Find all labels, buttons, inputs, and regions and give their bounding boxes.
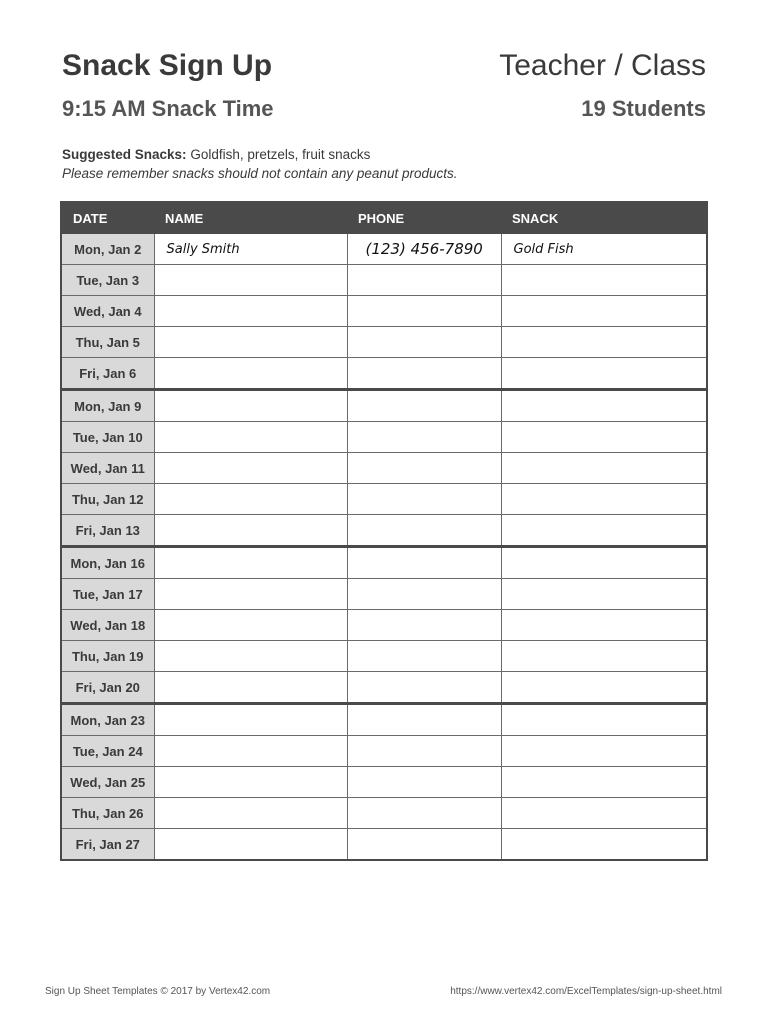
date-cell: Tue, Jan 3 xyxy=(61,265,154,296)
peanut-reminder: Please remember snacks should not contain any peanut products. xyxy=(62,166,458,181)
phone-cell[interactable] xyxy=(347,327,501,358)
table-row xyxy=(61,736,707,767)
phone-cell[interactable] xyxy=(347,547,501,579)
signup-table xyxy=(60,201,708,861)
date-cell: Fri, Jan 13 xyxy=(61,515,154,547)
date-cell: Thu, Jan 19 xyxy=(61,641,154,672)
name-cell[interactable] xyxy=(154,641,347,672)
date-cell: Tue, Jan 17 xyxy=(61,579,154,610)
phone-cell[interactable] xyxy=(347,672,501,704)
teacher-class-label: Teacher / Class xyxy=(499,49,706,82)
snack-cell[interactable] xyxy=(501,484,707,515)
snack-cell[interactable] xyxy=(501,610,707,641)
name-cell[interactable] xyxy=(154,704,347,736)
snack-cell[interactable] xyxy=(501,358,707,390)
name-cell[interactable]: Sally Smith xyxy=(154,234,347,265)
snack-cell[interactable] xyxy=(501,390,707,422)
table-row xyxy=(61,234,707,265)
table-row xyxy=(61,422,707,453)
phone-cell[interactable] xyxy=(347,484,501,515)
snack-cell[interactable] xyxy=(501,422,707,453)
table-row xyxy=(61,327,707,358)
snack-cell[interactable] xyxy=(501,798,707,829)
phone-cell[interactable] xyxy=(347,641,501,672)
snack-cell[interactable] xyxy=(501,547,707,579)
column-header-date: DATE xyxy=(61,202,154,234)
phone-cell[interactable] xyxy=(347,610,501,641)
table-row xyxy=(61,547,707,579)
table-row xyxy=(61,296,707,327)
phone-cell[interactable] xyxy=(347,767,501,798)
table-row xyxy=(61,453,707,484)
date-cell: Mon, Jan 9 xyxy=(61,390,154,422)
date-cell: Mon, Jan 16 xyxy=(61,547,154,579)
table-row xyxy=(61,390,707,422)
name-cell[interactable] xyxy=(154,736,347,767)
date-cell: Thu, Jan 26 xyxy=(61,798,154,829)
table-row xyxy=(61,767,707,798)
phone-cell[interactable] xyxy=(347,358,501,390)
date-cell: Fri, Jan 6 xyxy=(61,358,154,390)
table-row xyxy=(61,358,707,390)
phone-cell[interactable] xyxy=(347,422,501,453)
date-cell: Thu, Jan 12 xyxy=(61,484,154,515)
date-cell: Tue, Jan 10 xyxy=(61,422,154,453)
date-cell: Wed, Jan 18 xyxy=(61,610,154,641)
snack-cell[interactable] xyxy=(501,672,707,704)
phone-cell[interactable] xyxy=(347,579,501,610)
name-cell[interactable] xyxy=(154,453,347,484)
table-row xyxy=(61,829,707,861)
suggested-snacks-label: Suggested Snacks: xyxy=(62,147,187,162)
table-row xyxy=(61,515,707,547)
table-row xyxy=(61,641,707,672)
snack-cell[interactable] xyxy=(501,515,707,547)
name-cell[interactable] xyxy=(154,515,347,547)
date-cell: Mon, Jan 23 xyxy=(61,704,154,736)
snack-cell[interactable] xyxy=(501,641,707,672)
table-row xyxy=(61,610,707,641)
date-cell: Mon, Jan 2 xyxy=(61,234,154,265)
table-row xyxy=(61,672,707,704)
footer-url[interactable]: https://www.vertex42.com/ExcelTemplates/sign-up-sheet.html xyxy=(450,986,722,997)
phone-cell[interactable] xyxy=(347,390,501,422)
name-cell[interactable] xyxy=(154,265,347,296)
phone-cell[interactable] xyxy=(347,453,501,484)
phone-cell[interactable] xyxy=(347,296,501,327)
name-cell[interactable] xyxy=(154,422,347,453)
name-cell[interactable] xyxy=(154,547,347,579)
column-header-snack: SNACK xyxy=(501,202,707,234)
phone-cell[interactable] xyxy=(347,736,501,767)
signup-table-body xyxy=(61,234,707,860)
name-cell[interactable] xyxy=(154,767,347,798)
snack-cell[interactable] xyxy=(501,265,707,296)
phone-cell[interactable]: (123) 456-7890 xyxy=(347,234,501,265)
column-header-name: NAME xyxy=(154,202,347,234)
suggested-snacks-text: Goldfish, pretzels, fruit snacks xyxy=(190,147,371,162)
phone-cell[interactable] xyxy=(347,704,501,736)
column-header-phone: PHONE xyxy=(347,202,501,234)
snack-cell[interactable]: Gold Fish xyxy=(501,234,707,265)
name-cell[interactable] xyxy=(154,296,347,327)
name-cell[interactable] xyxy=(154,829,347,861)
phone-cell[interactable] xyxy=(347,829,501,861)
table-row xyxy=(61,484,707,515)
footer-copyright: Sign Up Sheet Templates © 2017 by Vertex42.com xyxy=(45,986,271,997)
name-cell[interactable] xyxy=(154,579,347,610)
date-cell: Thu, Jan 5 xyxy=(61,327,154,358)
name-cell[interactable] xyxy=(154,672,347,704)
students-count-label: 19 Students xyxy=(581,96,706,121)
date-cell: Wed, Jan 4 xyxy=(61,296,154,327)
snack-cell[interactable] xyxy=(501,296,707,327)
snack-cell[interactable] xyxy=(501,704,707,736)
date-cell: Wed, Jan 25 xyxy=(61,767,154,798)
phone-cell[interactable] xyxy=(347,515,501,547)
name-cell[interactable] xyxy=(154,358,347,390)
table-row xyxy=(61,704,707,736)
table-row xyxy=(61,265,707,296)
date-cell: Fri, Jan 20 xyxy=(61,672,154,704)
snack-cell[interactable] xyxy=(501,829,707,861)
table-row xyxy=(61,579,707,610)
snack-cell[interactable] xyxy=(501,327,707,358)
name-cell[interactable] xyxy=(154,327,347,358)
snack-cell[interactable] xyxy=(501,736,707,767)
snack-cell[interactable] xyxy=(501,767,707,798)
date-cell: Fri, Jan 27 xyxy=(61,829,154,861)
date-cell: Wed, Jan 11 xyxy=(61,453,154,484)
name-cell[interactable] xyxy=(154,390,347,422)
name-cell[interactable] xyxy=(154,610,347,641)
phone-cell[interactable] xyxy=(347,798,501,829)
snack-cell[interactable] xyxy=(501,453,707,484)
page-title: Snack Sign Up xyxy=(62,49,273,82)
snack-cell[interactable] xyxy=(501,579,707,610)
date-cell: Tue, Jan 24 xyxy=(61,736,154,767)
table-header-row xyxy=(61,202,707,234)
suggested-snacks-line xyxy=(62,146,370,164)
name-cell[interactable] xyxy=(154,798,347,829)
phone-cell[interactable] xyxy=(347,265,501,296)
name-cell[interactable] xyxy=(154,484,347,515)
snack-time-label: 9:15 AM Snack Time xyxy=(62,96,274,121)
table-row xyxy=(61,798,707,829)
